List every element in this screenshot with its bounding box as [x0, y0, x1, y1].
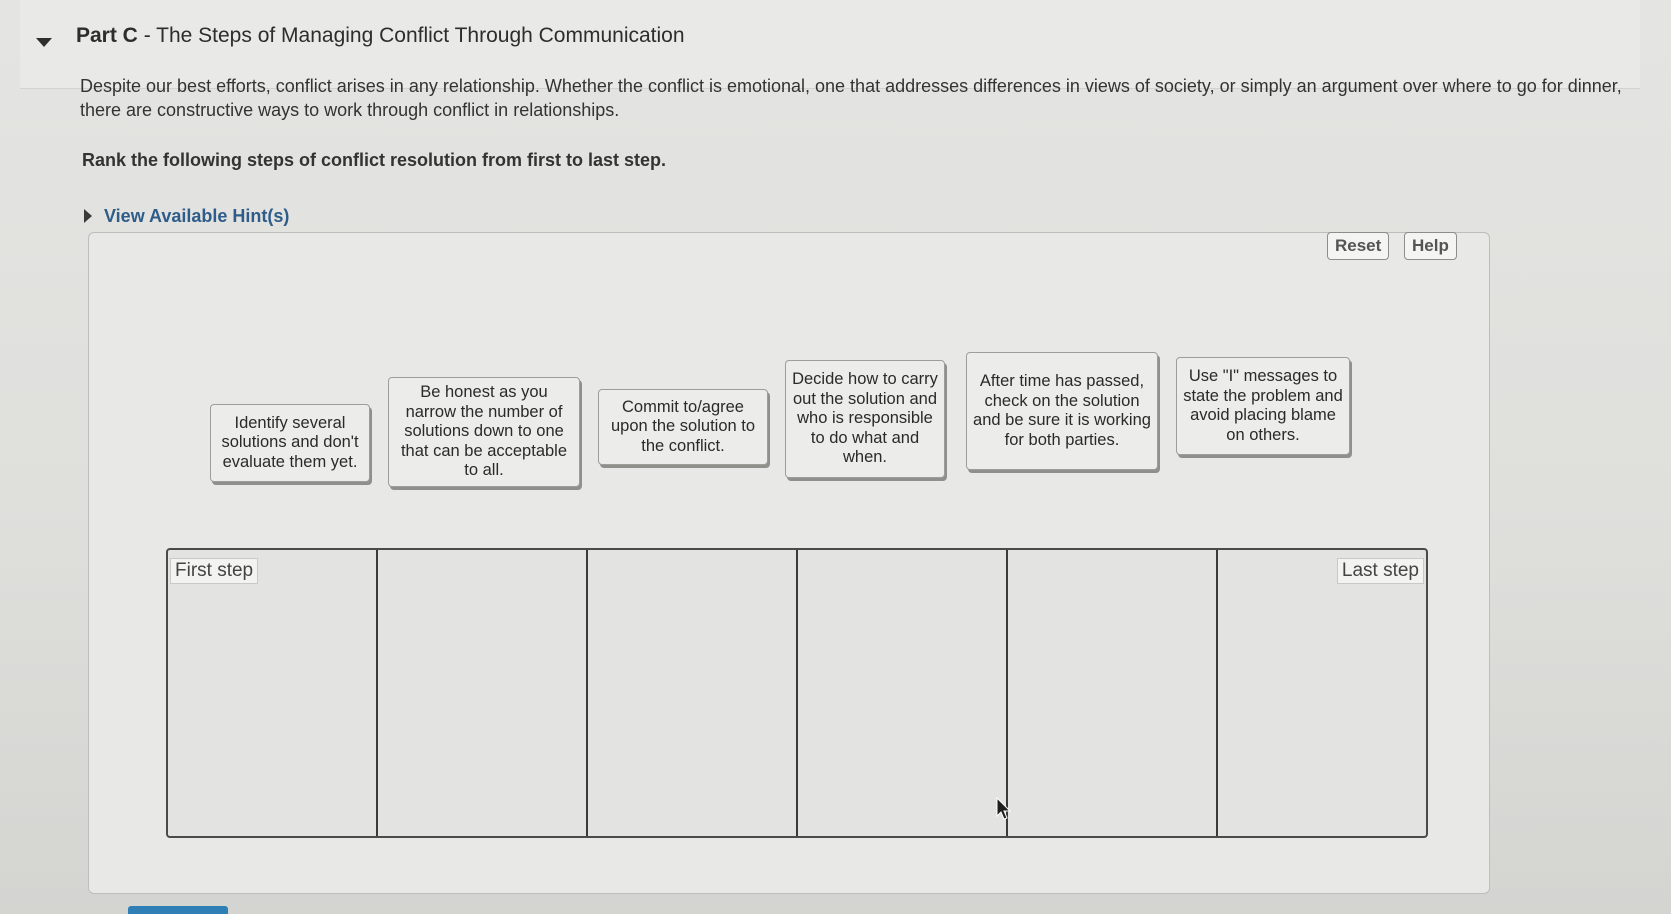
- step-tile-i-messages[interactable]: Use "I" messages to state the problem and avoid placing blame on others.: [1176, 357, 1350, 455]
- part-label: Part C: [76, 24, 138, 47]
- part-title: [76, 24, 685, 48]
- last-step-label: Last step: [1337, 558, 1424, 584]
- step-tile-commit-solution[interactable]: Commit to/agree upon the solution to the conflict.: [598, 389, 768, 465]
- part-title-text: - The Steps of Managing Conflict Through Communication: [137, 24, 685, 47]
- rank-slot-1[interactable]: [168, 550, 378, 836]
- mouse-cursor-icon: [996, 797, 1012, 821]
- step-tile-narrow-solutions[interactable]: Be honest as you narrow the number of solutions down to one that can be acceptable to all.: [388, 377, 580, 487]
- submit-button-edge[interactable]: [128, 906, 228, 914]
- view-hints-label: View Available Hint(s): [104, 206, 290, 226]
- rank-slot-5[interactable]: [1008, 550, 1218, 836]
- rank-slot-4[interactable]: [798, 550, 1008, 836]
- ranking-drop-zone: [166, 548, 1428, 838]
- view-hints-link[interactable]: [84, 206, 289, 227]
- collapse-triangle-icon[interactable]: [36, 38, 52, 47]
- first-step-label: First step: [170, 558, 258, 584]
- step-tile-identify-solutions[interactable]: Identify several solutions and don't evaluate them yet.: [210, 404, 370, 482]
- expand-triangle-icon: [84, 209, 92, 223]
- rank-slot-2[interactable]: [378, 550, 588, 836]
- intro-paragraph: Despite our best efforts, conflict arises in any relationship. Whether the conflict is emotional, one that addresses differences in views of society, or simply an argument over where to go for dinner, there are constructive ways to work through conflict in relationships.: [80, 76, 1622, 120]
- instruction-text: Rank the following steps of conflict resolution from first to last step.: [82, 150, 667, 170]
- rank-slot-3[interactable]: [588, 550, 798, 836]
- step-tile-decide-how[interactable]: Decide how to carry out the solution and who is responsible to do what and when.: [785, 360, 945, 478]
- rank-slot-6[interactable]: [1218, 550, 1426, 836]
- step-tile-check-solution[interactable]: After time has passed, check on the solution and be sure it is working for both parties.: [966, 352, 1158, 470]
- reset-button[interactable]: Reset: [1327, 232, 1389, 260]
- help-button[interactable]: Help: [1404, 232, 1457, 260]
